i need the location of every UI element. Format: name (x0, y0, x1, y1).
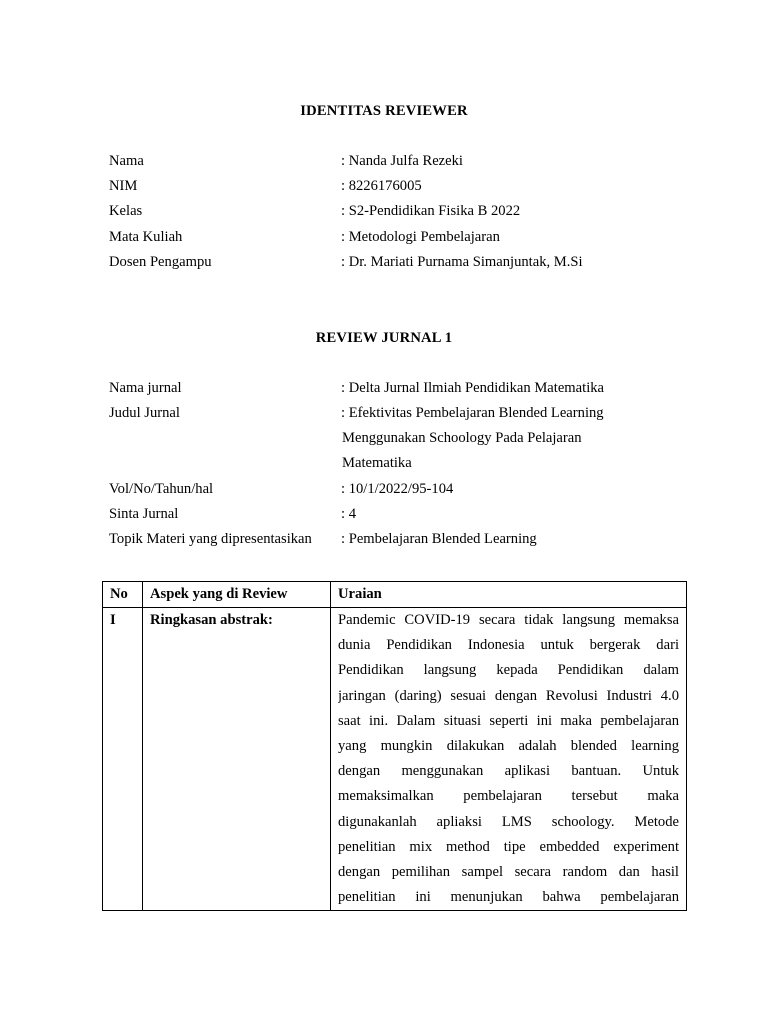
identitas-title: IDENTITAS REVIEWER (300, 103, 468, 119)
field-value: : 8226176005 (341, 178, 422, 194)
field-value: : Pembelajaran Blended Learning (341, 531, 537, 547)
table-row (103, 608, 687, 911)
field-value: : Efektivitas Pembelajaran Blended Learning (341, 405, 604, 421)
uraian-line: dengan pemilihan sampel secara random dan hasil (338, 863, 679, 880)
row-uraian (331, 608, 687, 911)
field-label: Nama jurnal (109, 380, 182, 396)
uraian-line: Pandemic COVID-19 secara tidak langsung memaksa (338, 612, 679, 628)
field-label: Vol/No/Tahun/hal (109, 481, 214, 497)
uraian-line: dengan menggunakan aplikasi bantuan. Untuk (338, 763, 679, 780)
field-label: NIM (109, 178, 138, 194)
header-no: No (103, 582, 143, 608)
field-label: Judul Jurnal (109, 405, 180, 421)
uraian-line: penelitian ini menunjukan bahwa pembelajaran (338, 889, 679, 906)
field-row-kelas (109, 199, 669, 224)
row-number: I (103, 608, 143, 911)
field-row-topik (109, 527, 669, 552)
judul-continuation: Matematika (342, 455, 412, 471)
uraian-line: yang mungkin dilakukan adalah blended learning (338, 737, 679, 754)
field-label: Mata Kuliah (109, 229, 183, 245)
field-row-sinta (109, 502, 669, 527)
uraian-line: Pendidikan langsung kepada Pendidikan dalam (338, 662, 679, 679)
field-value: : Delta Jurnal Ilmiah Pendidikan Matematika (341, 380, 605, 396)
uraian-line: saat ini. Dalam situasi seperti ini maka pembelajaran (338, 712, 679, 729)
header-aspect: Aspek yang di Review (143, 582, 331, 608)
field-label: Dosen Pengampu (109, 254, 212, 270)
table-header-row (103, 582, 687, 608)
review-title: REVIEW JURNAL 1 (315, 330, 453, 346)
uraian-line: jaringan (daring) sesuai dengan Revolusi Industri 4.0 (338, 687, 679, 704)
field-value: : Dr. Mariati Purnama Simanjuntak, M.Si (341, 254, 583, 270)
uraian-line: penelitian mix method tipe embedded experiment (338, 838, 679, 855)
field-label: Sinta Jurnal (109, 506, 179, 522)
field-label: Kelas (109, 203, 143, 219)
field-value: : Nanda Julfa Rezeki (341, 153, 463, 169)
uraian-line: dunia Pendidikan Indonesia untuk bergerak dari (338, 637, 679, 654)
field-row-nama-jurnal (109, 376, 669, 401)
field-value: : Metodologi Pembelajaran (341, 229, 500, 245)
field-row-nim (109, 174, 669, 199)
field-row-judul-jurnal (109, 401, 669, 426)
field-value: : S2-Pendidikan Fisika B 2022 (341, 203, 521, 219)
field-label: Topik Materi yang dipresentasikan (109, 531, 312, 547)
uraian-line: digunakanlah apliaksi LMS schoology. Metode (338, 813, 679, 830)
field-row-mata-kuliah (109, 225, 669, 250)
field-label: Nama (109, 153, 144, 169)
field-value: : 4 (341, 506, 356, 522)
row-aspect: Ringkasan abstrak: (143, 608, 331, 911)
review-table (102, 581, 687, 911)
field-row-vol (109, 477, 669, 502)
field-row-nama (109, 149, 669, 174)
uraian-line: memaksimalkan pembelajaran tersebut maka (338, 788, 679, 805)
header-uraian: Uraian (331, 582, 687, 608)
field-value: : 10/1/2022/95-104 (341, 481, 454, 497)
field-row-dosen (109, 250, 669, 275)
judul-continuation: Menggunakan Schoology Pada Pelajaran (342, 430, 582, 446)
